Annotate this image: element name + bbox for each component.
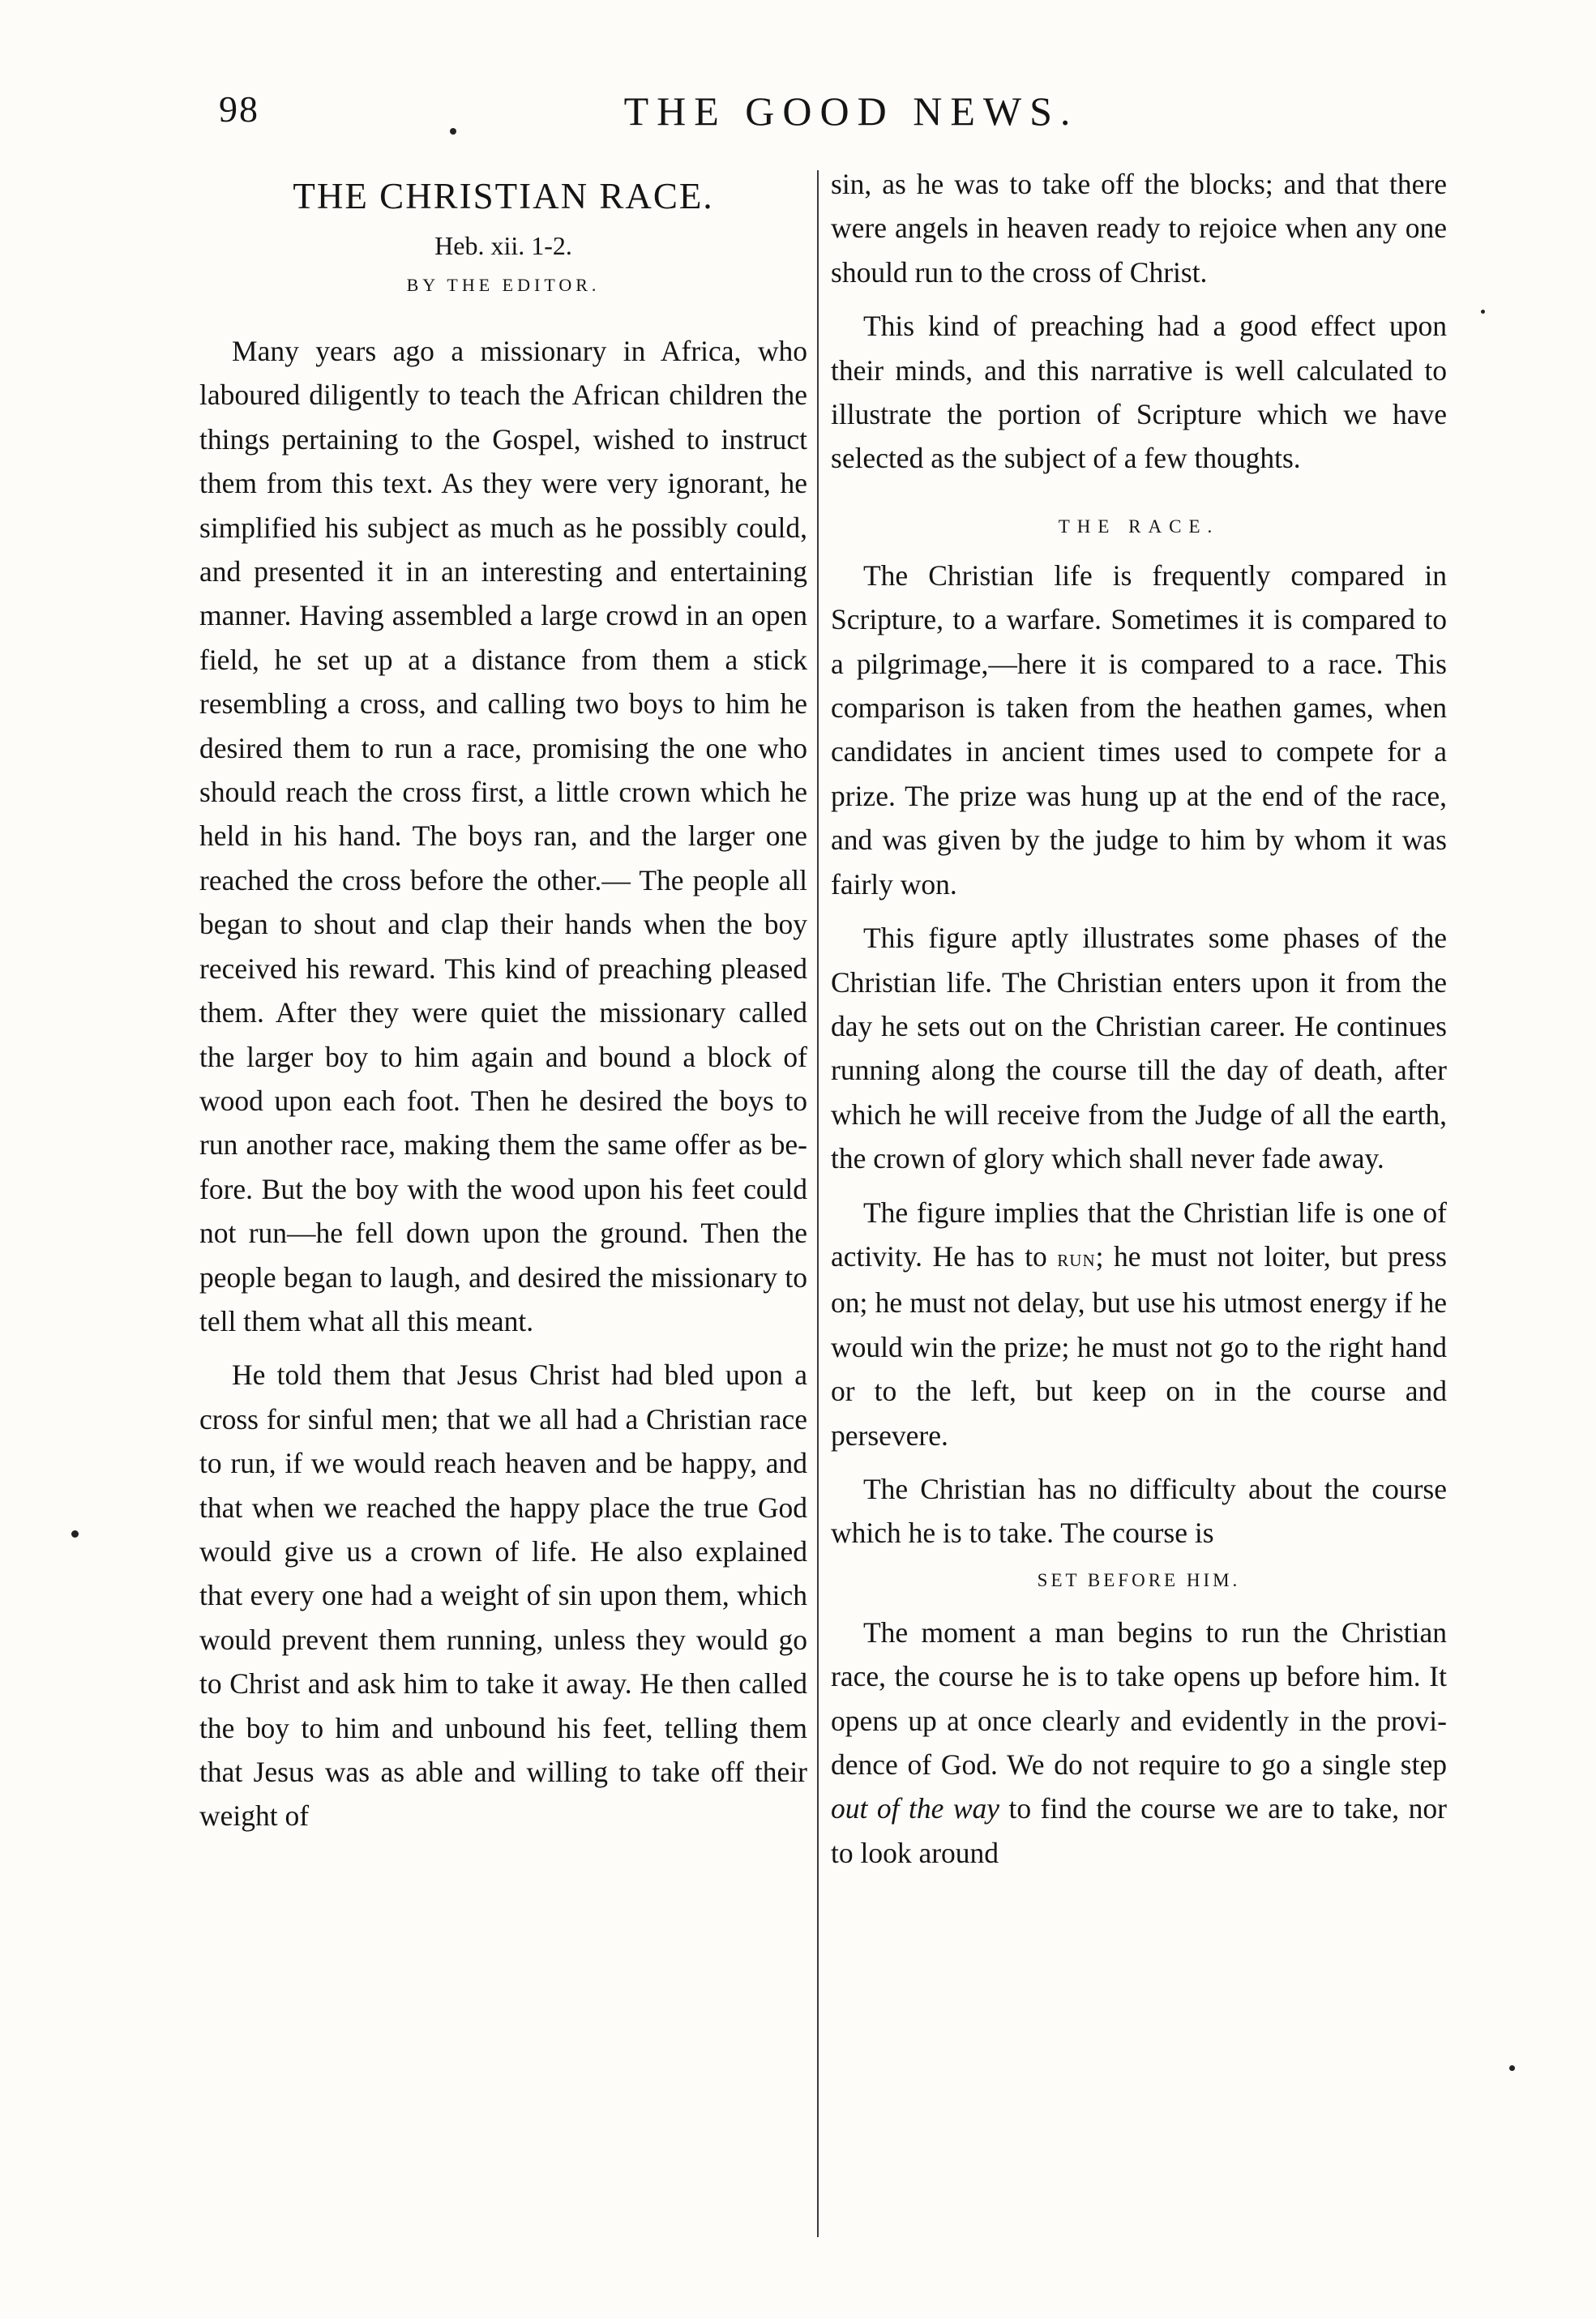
paragraph: He told them that Jesus Christ had bled upon a cross for sinful men; that we all had a Christian race to run, if we would reach heaven and be happy, and that when we reached the happy place the true God would give us a crown of life. He also explained that every one had a weight of sin upon them, which would prevent them running, unless they would go to Christ and ask him to take it away. He then called the boy to him and unbound his feet, telling them that Jesus was as able and willing to take off their weight of xyxy=(199,1358,807,1833)
ink-speck xyxy=(1509,2065,1515,2071)
column-divider xyxy=(817,170,819,2237)
paragraph: The Christian has no difficulty about the course which he is to take. The course is xyxy=(831,1472,1447,1550)
paragraph-text: The moment a man begins to run the Christian race, the course he is to take opens up before him. It opens up at once clearly and evidently in the providence of God. We do not require to go a single step xyxy=(831,1615,1447,1781)
paragraph: This figure aptly illustrates some phases of the Christian life. The Christian enters upon it from the day he sets out on the Christian career. He continues running along the course till the day of death, after which he will receive from the Judge of all the earth, the crown of glory which shall never fade away. xyxy=(831,922,1447,1175)
ink-speck xyxy=(71,1530,79,1538)
right-column xyxy=(831,162,1447,1875)
emphasis-run: run xyxy=(1057,1244,1096,1272)
paragraph-text: The figure implies that the Christian life is one of activity. He has to xyxy=(831,1196,1447,1273)
paragraph-continued: sin, as he was to take off the blocks; and that there were angels in heaven ready to rejoice when any one should run to the cross of Christ. xyxy=(831,168,1447,289)
ink-speck xyxy=(1481,310,1485,314)
page-header xyxy=(219,88,1483,144)
paragraph xyxy=(831,1611,1447,1875)
paragraph: This kind of preaching had a good effect upon their minds, and this narrative is well calculated to illustrate the portion of Scripture which we have selected as the subject of a few thoughts. xyxy=(831,310,1447,475)
byline: BY THE EDITOR. xyxy=(406,275,601,295)
paragraph: Many years ago a missionary in Africa, who laboured diligently to teach the African children the things pertaining to the Gospel, wished to instruct them from this text. As they were very ignorant, he simplified his subject as much as he possibly could, and presented it in an interesting and entertaining manner. Having assembled a large crowd in an open field, he set up at a distance from them a stick resembling a cross, and calling two boys to him he desired them to run a race, promising the one who should reach the cross first, a little crown which he held in his hand. The boys ran, and the larger one reached the cross before the other.— The people all began to shout and clap their hands when the boy received his reward. This kind of preaching pleased them. After they were quiet the missionary called the larger boy to him again and bound a block of wood upon each foot. Then he desired the boys to run another race, making them the same offer as before. But the boy with the wood upon his feet could not run—he fell down upon the ground. Then the people began to laugh, and desired the missionary to tell them what all this meant. xyxy=(199,335,807,1337)
paragraph: The Christian life is frequently compared in Scripture, to a warfare. Sometimes it is compared to a pilgrimage,—here it is compared to a race. This comparison is taken from the heathen games, when candidates in ancient times used to compete for a prize. The prize was hung up at the end of the race, and was given by the judge to him by whom it was fairly won. xyxy=(831,558,1447,901)
section-heading-set-before-him: SET BEFORE HIM. xyxy=(1037,1569,1241,1590)
article-title: THE CHRISTIAN RACE. xyxy=(293,176,714,216)
page-number: 98 xyxy=(219,88,259,130)
ink-speck xyxy=(450,128,456,135)
running-title: THE GOOD NEWS. xyxy=(623,88,1079,134)
scripture-reference: Heb. xii. 1-2. xyxy=(434,231,572,260)
emphasis-out-of-the-way: out of the way xyxy=(831,1792,1000,1825)
section-heading-race: THE RACE. xyxy=(1058,516,1220,537)
paragraph-text: ; he must not loiter, but press on; he must not delay, but use his utmost energy if he would win the prize; he must not go to the right hand or to the left, but keep on in the course and persevere. xyxy=(831,1239,1447,1452)
left-column xyxy=(199,162,807,1838)
paragraph xyxy=(831,1191,1447,1457)
paragraph-text: to find the course we are to take, nor to look around xyxy=(831,1792,1448,1869)
